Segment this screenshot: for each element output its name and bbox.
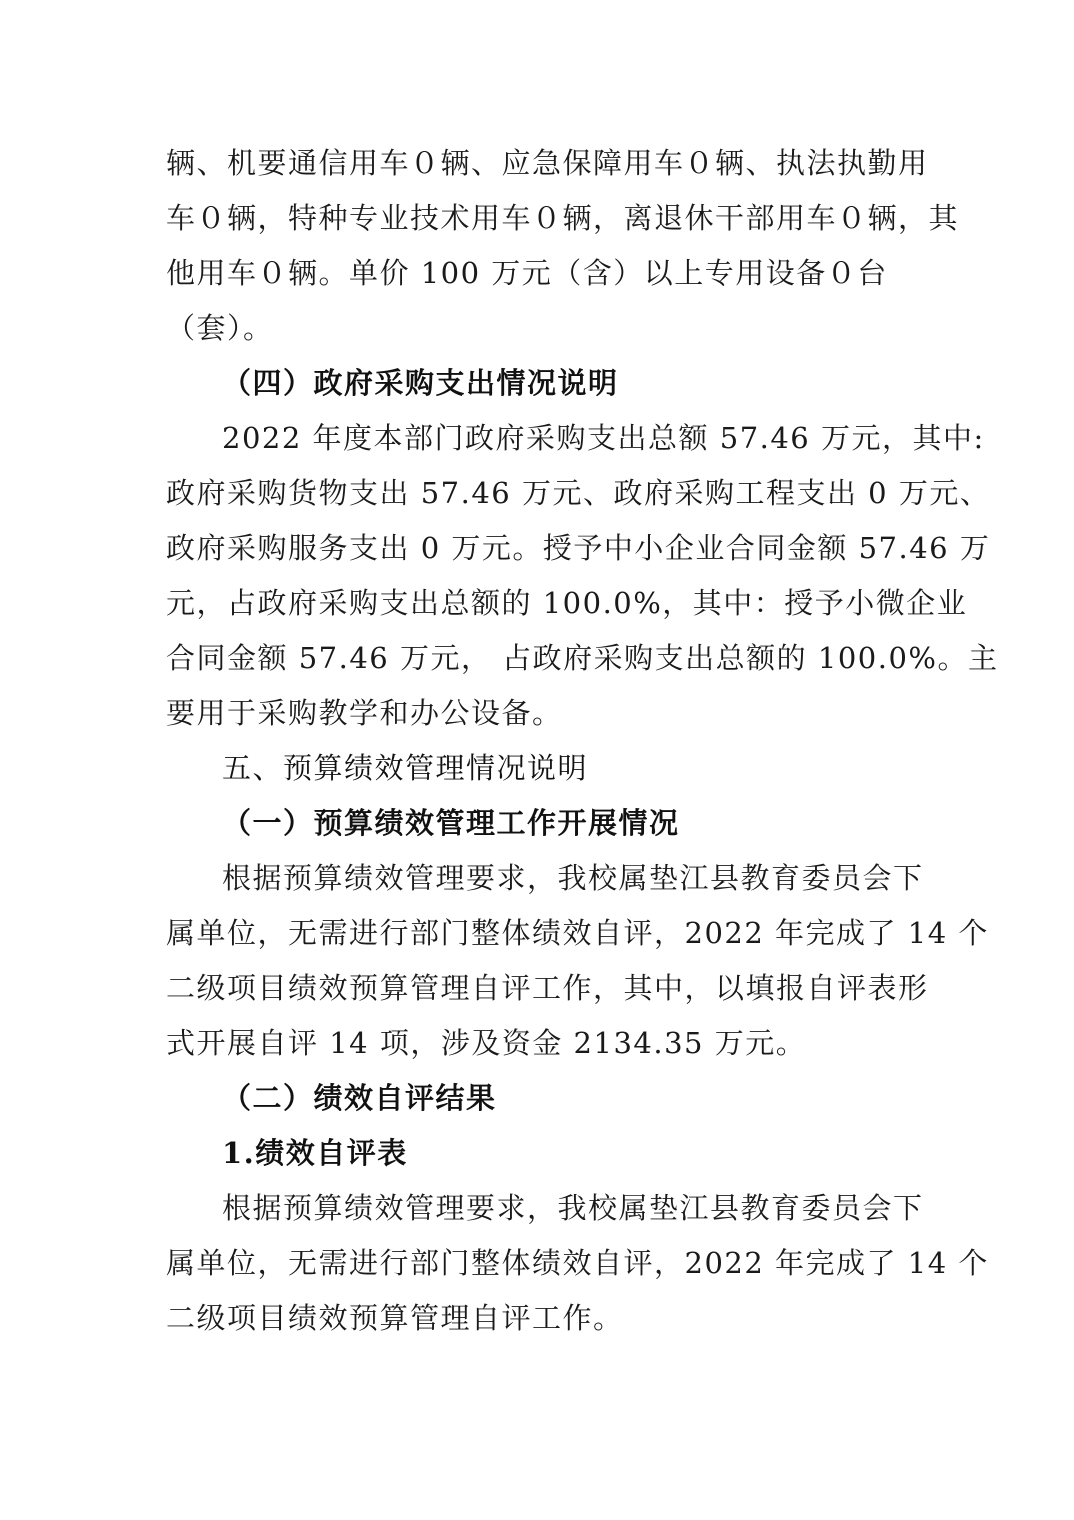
- paragraph-line: 要用于采购教学和办公设备。: [166, 696, 563, 730]
- subsection-heading-results: （二）绩效自评结果: [222, 1081, 497, 1115]
- subsection-heading-work: （一）预算绩效管理工作开展情况: [222, 806, 680, 840]
- paragraph-line: 政府采购服务支出 0 万元。授予中小企业合同金额 57.46 万: [166, 531, 991, 565]
- paragraph-line: 式开展自评 14 项，涉及资金 2134.35 万元。: [166, 1026, 807, 1060]
- section-heading-procurement: （四）政府采购支出情况说明: [222, 366, 619, 400]
- paragraph-line: 二级项目绩效预算管理自评工作。: [166, 1301, 624, 1335]
- subsection-heading-self-eval-table: 1.绩效自评表: [222, 1136, 408, 1170]
- paragraph-line: 根据预算绩效管理要求，我校属垫江县教育委员会下: [222, 861, 924, 895]
- paragraph-line: 政府采购货物支出 57.46 万元、政府采购工程支出 0 万元、: [166, 476, 991, 510]
- paragraph-line: 元，占政府采购支出总额的 100.0%，其中：授予小微企业: [166, 586, 968, 620]
- section-heading-performance: 五、预算绩效管理情况说明: [222, 751, 589, 785]
- paragraph-line: 二级项目绩效预算管理自评工作，其中，以填报自评表形: [166, 971, 929, 1005]
- paragraph-line: 车０辆，特种专业技术用车０辆，离退休干部用车０辆，其: [166, 201, 960, 235]
- paragraph-line: 属单位，无需进行部门整体绩效自评，2022 年完成了 14 个: [166, 1246, 989, 1280]
- paragraph-line: 属单位，无需进行部门整体绩效自评，2022 年完成了 14 个: [166, 916, 989, 950]
- paragraph-line: 他用车０辆。单价 100 万元（含）以上专用设备０台: [166, 256, 888, 290]
- paragraph-line: （套）。: [166, 311, 274, 345]
- paragraph-line: 根据预算绩效管理要求，我校属垫江县教育委员会下: [222, 1191, 924, 1225]
- paragraph-line: 2022 年度本部门政府采购支出总额 57.46 万元，其中:: [222, 421, 985, 455]
- paragraph-line: 合同金额 57.46 万元， 占政府采购支出总额的 100.0%。主: [166, 641, 999, 675]
- paragraph-line: 辆、机要通信用车０辆、应急保障用车０辆、执法执勤用: [166, 146, 929, 180]
